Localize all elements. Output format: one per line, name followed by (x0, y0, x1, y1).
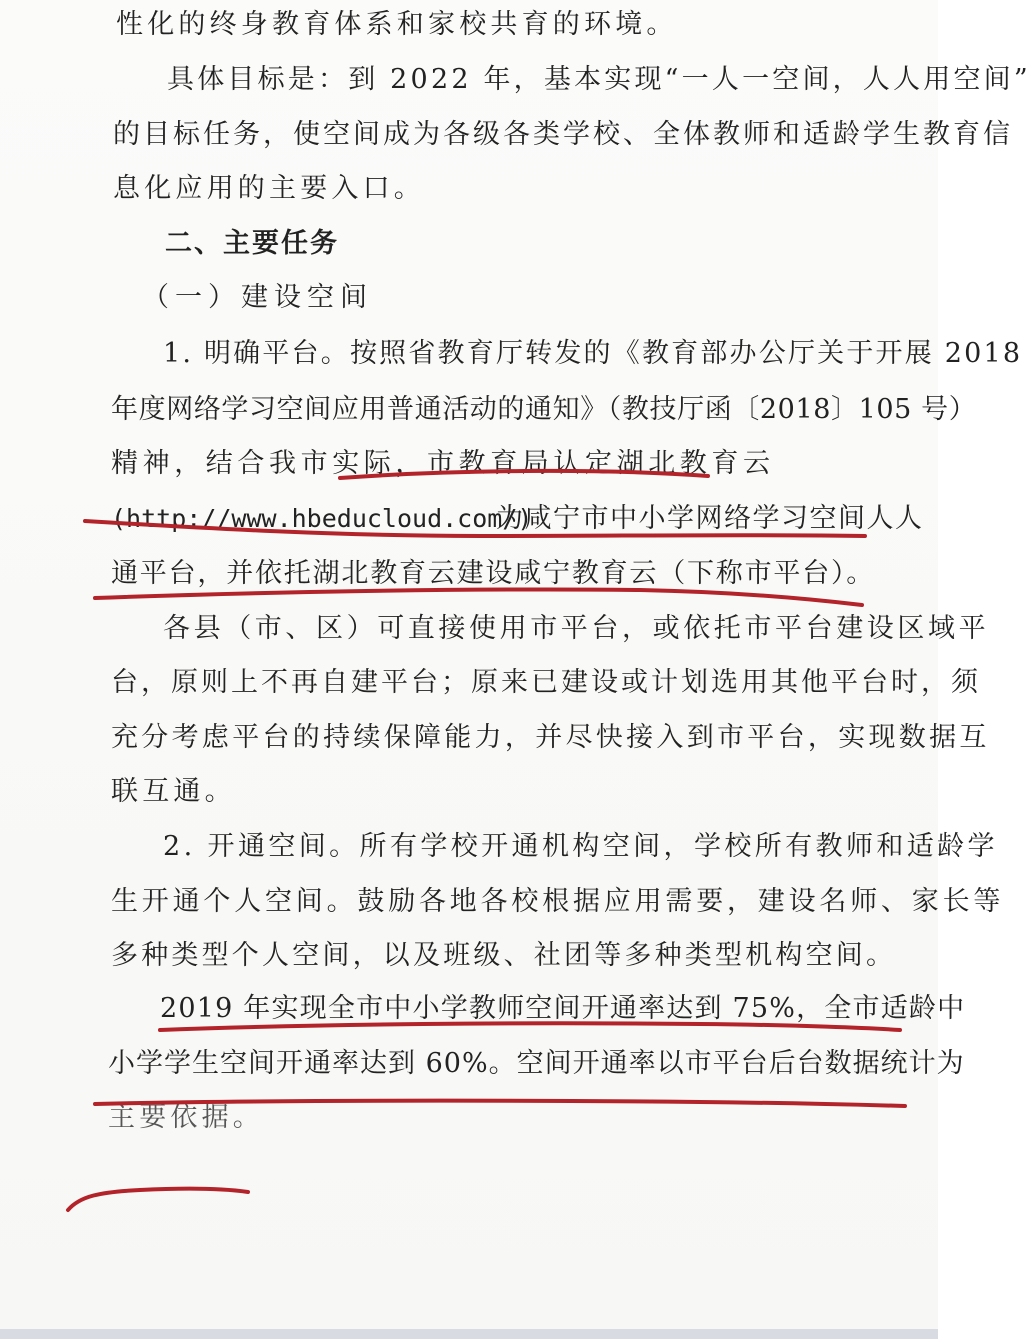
paragraph-line: 息化应用的主要入口。 (113, 173, 425, 204)
url-text: (http://www.hbeducloud.com/) (111, 504, 533, 533)
paragraph-line: 精神，结合我市实际，市教育局认定湖北教育云 (111, 448, 775, 479)
paragraph-line: 小学学生空间开通率达到 60%。空间开通率以市平台后台数据统计为 (108, 1048, 965, 1079)
paragraph-line: 主要依据。 (108, 1102, 264, 1133)
paragraph-line: 生开通个人空间。鼓励各地各校根据应用需要，建设名师、家长等 (111, 886, 1005, 917)
paragraph-line: 性化的终身教育体系和家校共育的环境。 (116, 9, 678, 40)
paragraph-line: 为咸宁市中小学网络学习空间人人 (496, 503, 924, 534)
paragraph-line: 各县（市、区）可直接使用市平台，或依托市平台建设区域平 (163, 613, 990, 644)
section-heading: 二、主要任务 (165, 228, 339, 259)
bottom-edge-bar (0, 1329, 938, 1339)
paragraph-line: 联互通。 (111, 776, 236, 807)
paragraph-line: 通平台，并依托湖北教育云建设咸宁教育云（下称市平台）。 (111, 558, 876, 589)
paragraph-line: 具体目标是：到 2022 年，基本实现“一人一空间，人人用空间” (167, 64, 1031, 95)
paragraph-line: 的目标任务，使空间成为各级各类学校、全体教师和适龄学生教育信 (113, 119, 1013, 150)
paragraph-line: 台，原则上不再自建平台；原来已建设或计划选用其他平台时，须 (111, 667, 981, 698)
subsection-heading: （一）建设空间 (142, 282, 373, 313)
paragraph-line: 1. 明确平台。按照省教育厅转发的《教育部办公厅关于开展 2018 (163, 338, 1023, 369)
paragraph-line: 2. 开通空间。所有学校开通机构空间，学校所有教师和适龄学 (163, 831, 998, 862)
paragraph-line: 2019 年实现全市中小学教师空间开通率达到 75%，全市适龄中 (160, 993, 966, 1024)
paragraph-line: 多种类型个人空间，以及班级、社团等多种类型机构空间。 (111, 940, 897, 971)
paragraph-line: 年度网络学习空间应用普通活动的通知》（教技厅函〔2018〕105 号） (111, 394, 977, 425)
red-underline-6 (68, 1189, 248, 1210)
paragraph-line: 充分考虑平台的持续保障能力，并尽快接入到市平台，实现数据互 (111, 722, 990, 753)
